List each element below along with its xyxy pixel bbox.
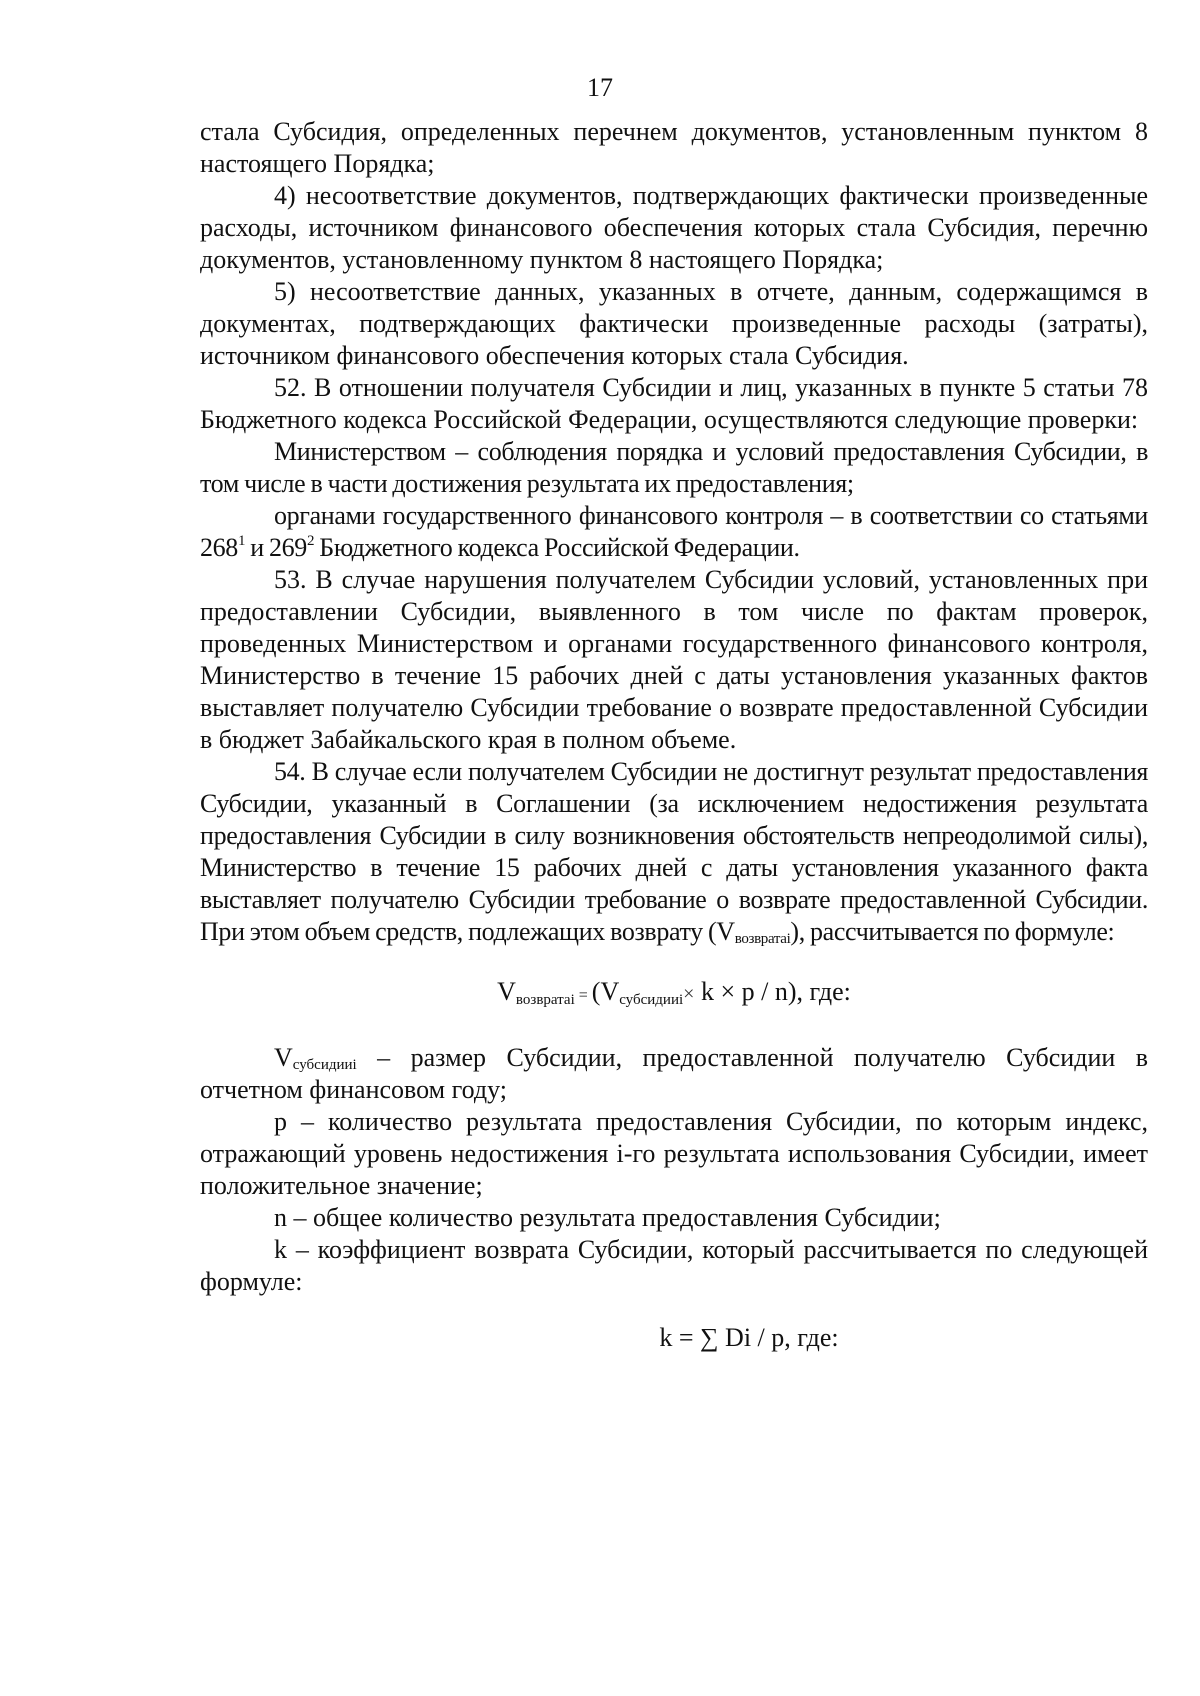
paragraph-text: ), рассчитывается по формуле: <box>790 917 1115 946</box>
paragraph-p-definition: p – количество результата предоставления Субсидии, по которым индекс, отражающий уровень недостижения i-го результата использования Субсидии, имеет положительное значение; <box>200 1107 1148 1200</box>
formula-times: × <box>683 983 695 1005</box>
paragraph-text: и 269 <box>245 533 307 562</box>
formula-return-coefficient: k = ∑ Di / p, где: <box>659 1323 839 1352</box>
paragraph-k-definition: k – коэффициент возврата Субсидии, который рассчитывается по следующей формуле: <box>200 1235 1148 1296</box>
formula-return-volume <box>200 976 1148 1012</box>
paragraph-item-5: 5) несоответствие данных, указанных в отчете, данным, содержащимся в документах, подтверждающих фактически произведенные расходы (затраты), источником финансового обеспечения которых стала Субсидия. <box>200 277 1148 370</box>
formula-subscript: субсидииi <box>619 992 684 1008</box>
document-body <box>200 116 1148 1354</box>
paragraph: стала Субсидия, определенных перечнем документов, установленным пунктом 8 настоящего Порядка; <box>200 117 1148 178</box>
paragraph-52: 52. В отношении получателя Субсидии и лиц, указанных в пункте 5 статьи 78 Бюджетного кодекса Российской Федерации, осуществляются следующие проверки: <box>200 373 1148 434</box>
subscript: возвратаi <box>734 931 791 947</box>
formula-rest: k × p / n), где: <box>694 977 851 1006</box>
formula-symbol: (V <box>591 977 620 1006</box>
superscript: 1 <box>237 533 246 549</box>
paragraph-text: – размер Субсидии, предоставленной получателю Субсидии в отчетном финансовом году; <box>200 1043 1148 1104</box>
paragraph-54 <box>200 756 1148 948</box>
paragraph-53: 53. В случае нарушения получателем Субсидии условий, установленных при предоставлении Субсидии, выявленного в том числе по фактам проверок, проведенных Министерством и органами государственного финансового контроля, Министерство в течение 15 рабочих дней с даты установления указанных фактов выставляет получателю Субсидии требование о возврате предоставленной Субсидии в бюджет Забайкальского края в полном объеме. <box>200 565 1148 754</box>
formula-symbol: V <box>497 977 516 1006</box>
formula-equals: = <box>574 987 592 1004</box>
paragraph-text: органами государственного финансового контроля – в соответствии со статьями 268 <box>200 501 1148 562</box>
paragraph-v-subsidy <box>200 1042 1148 1106</box>
formula-subscript: возвратаi <box>515 992 575 1008</box>
paragraph-text: 54. В случае если получателем Субсидии не достигнут результат предоставления Субсидии, указанный в Соглашении (за исключением недостижения результата предоставления Субсидии в силу возникновения обстоятельств непреодолимой силы), Министерство в течение 15 рабочих дней с даты установления указанного факта выставляет получателю Субсидии требование о возврате предоставленной Субсидии. При этом объем средств, подлежащих возврату (V <box>200 757 1148 946</box>
paragraph-n-definition: n – общее количество результата предоставления Субсидии; <box>274 1203 941 1232</box>
paragraph-ministry-check: Министерством – соблюдения порядка и условий предоставления Субсидии, в том числе в части достижения результата их предоставления; <box>200 437 1148 498</box>
paragraph-item-4: 4) несоответствие документов, подтверждающих фактически произведенные расходы, источником финансового обеспечения которых стала Субсидия, перечню документов, установленному пунктом 8 настоящего Порядка; <box>200 181 1148 274</box>
paragraph-financial-control <box>200 500 1148 564</box>
superscript: 2 <box>306 533 315 549</box>
formula-symbol: V <box>274 1043 293 1072</box>
paragraph-text: Бюджетного кодекса Российской Федерации. <box>314 533 800 562</box>
subscript: субсидииi <box>292 1057 357 1073</box>
page-number: 17 <box>587 73 613 102</box>
